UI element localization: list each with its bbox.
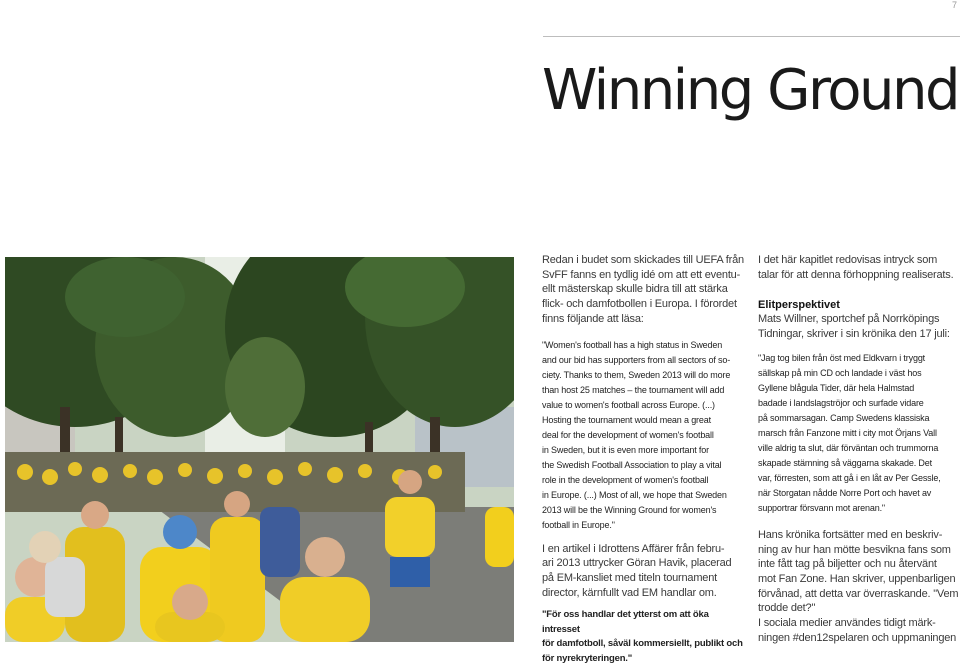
intro-paragraph: Redan i budet som skickades till UEFA från SvFF fanns en tydlig idé om att ett eventu- ellt mästerskap skulle bidra till att stärka flick- och damfotbollen i Europa. I förordet finns följande att läsa: bbox=[542, 254, 744, 325]
tournament-director-quote: "För oss handlar det ytterst om att öka intresset för damfotboll, såväl kommersiellt, publikt och för nyrekryteringen." bbox=[542, 609, 743, 664]
byline: Mats Willner, sportchef på Norrköpings Tidningar, skriver i sin krönika den 17 juli: bbox=[758, 313, 950, 341]
continuation-paragraph: Hans krönika fortsätter med en beskriv- ning av hur han mötte besvikna fans som inte fått tag på biljetter och nu återvänt mot Fan Zone. Han skriver, uppenbarligen förvånad, att detta var överraskande. "Vem trodde det?" I sociala medier användes tidigt märk- ningen #den12spelaren och uppmaningen bbox=[758, 528, 959, 644]
column-quote: "Jag tog bilen från öst med Eldkvarn i tryggt sällskap på min CD och landade i väst hos Gyllene blågula Tider, där hela Halmstad badade i landslagströjor och surfade vidare på sommarsagan. Camp Swedens klassiska marsch från Fanzone mitt i city mot Örjans Vall ville aldrig ta slut, där förväntan och trummorna skapade stämning så väggarna skakade. Det var, förresten, som att gå i en låt av Per Gessle, när Storgatan nådde Norre Port och havet av supportrar försvann mot arenan." bbox=[758, 352, 941, 513]
supporters-march-photo bbox=[5, 257, 514, 642]
section-heading: Elitperspektivet bbox=[758, 299, 840, 312]
page-number: 7 bbox=[952, 0, 958, 10]
header-rule bbox=[543, 36, 960, 37]
text-column-left bbox=[542, 253, 747, 666]
chapter-intro: I det här kapitlet redovisas intryck som talar för att denna förhoppning realiserats. bbox=[758, 254, 954, 281]
page-title: Winning Ground bbox=[542, 58, 959, 123]
text-column-right bbox=[758, 253, 960, 645]
english-quote: "Women's football has a high status in Sweden and our bid has supporters from all sectors of so- ciety. Thanks to them, Sweden 2013 will do more than host 25 matches – the tournament will add value to women's football across Europe. (...) Hosting the tournament would mean a great deal for the development of women's football in Sweden, but it is even more important for the Swedish Football Association to play a vital role in the development of women's football in Europe. (...) Most of all, we hope that Sweden 2013 will be the Winning Ground for women's football in Europe." bbox=[542, 339, 731, 530]
article-paragraph: I en artikel i Idrottens Affärer från febru- ari 2013 uttrycker Göran Havik, placerad på EM-kansliet med titeln tournament director, kärnfullt vad EM handlar om. bbox=[542, 542, 732, 599]
